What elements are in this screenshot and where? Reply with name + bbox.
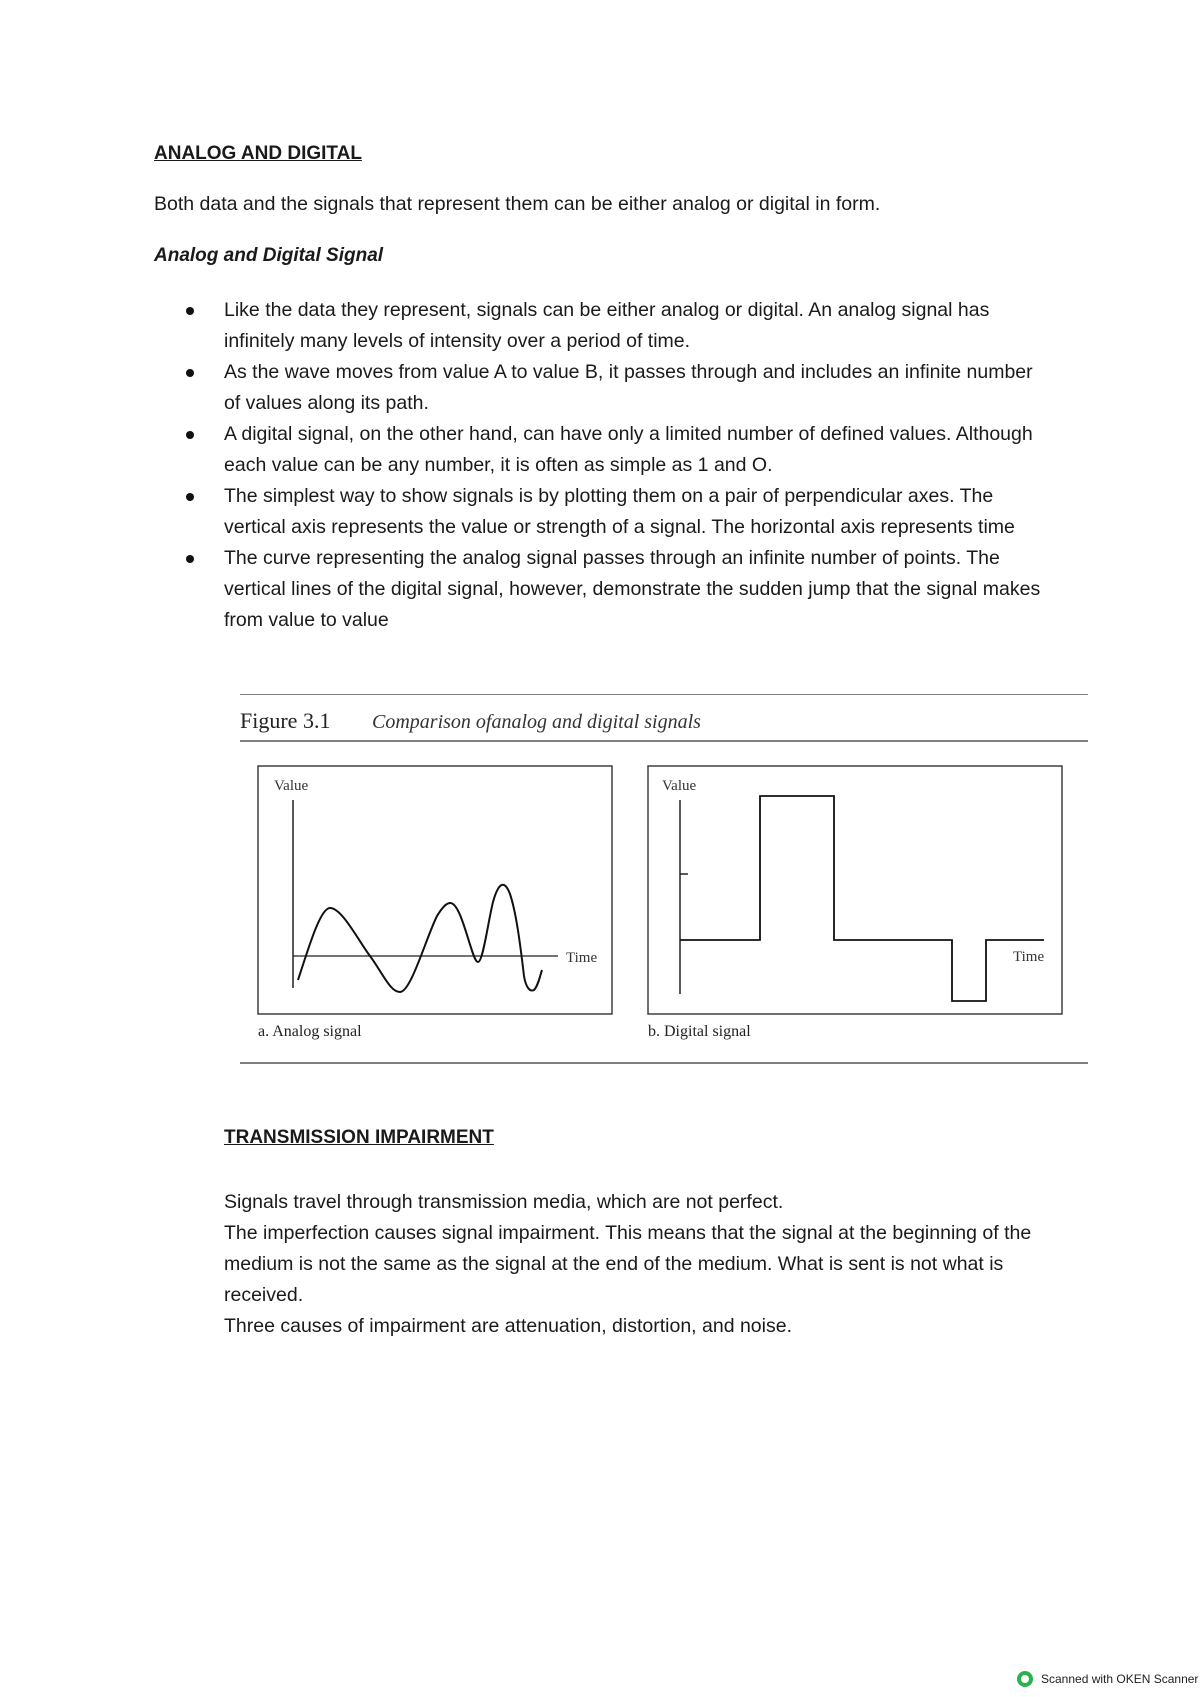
digital-y-label: Value	[662, 778, 697, 794]
analog-x-label: Time	[566, 950, 598, 966]
bullet-icon	[186, 555, 194, 563]
transmission-body	[224, 1187, 1084, 1342]
digital-x-label: Time	[1013, 949, 1045, 965]
bullet-icon	[186, 431, 194, 439]
list-item-text: Like the data they represent, signals can be either analog or digital. An analog signal has infinitely many levels of intensity over a period of time.	[224, 299, 990, 352]
list-item	[224, 295, 1054, 357]
list-item-text: The curve representing the analog signal passes through an infinite number of points. The vertical lines of the digital signal, however, demonstrate the sudden jump that the signal makes from value to value	[224, 547, 1041, 631]
list-item-text: As the wave moves from value A to value B, it passes through and includes an infinite number of values along its path.	[224, 361, 1033, 414]
figure-number: Figure 3.1	[240, 708, 331, 733]
bullet-icon	[186, 307, 194, 315]
digital-caption: b. Digital signal	[648, 1023, 751, 1040]
transmission-line: The imperfection causes signal impairment. This means that the signal at the beginning of the medium is not the same as the signal at the end of the medium. What is sent is not what is received.	[224, 1222, 1032, 1306]
list-item-text: The simplest way to show signals is by plotting them on a pair of perpendicular axes. The vertical axis represents the value or strength of a signal. The horizontal axis represents time	[224, 485, 1015, 538]
scanner-logo-icon	[1017, 1671, 1033, 1687]
section-heading: ANALOG AND DIGITAL	[154, 143, 362, 164]
subsection-heading: Analog and Digital Signal	[154, 245, 384, 266]
digital-panel-frame	[648, 766, 1062, 1014]
analog-caption: a. Analog signal	[258, 1023, 362, 1040]
digital-signal-square-wave	[680, 796, 1044, 1001]
list-item	[224, 357, 1054, 419]
scanner-text: Scanned with OKEN Scanner	[1041, 1672, 1199, 1686]
bullet-icon	[186, 369, 194, 377]
bullet-icon	[186, 493, 194, 501]
list-item-text: A digital signal, on the other hand, can have only a limited number of defined values. Although each value can be any number, it is often as simple as 1 and O.	[224, 423, 1033, 476]
transmission-line: Signals travel through transmission media, which are not perfect.	[224, 1191, 784, 1213]
transmission-line: Three causes of impairment are attenuation, distortion, and noise.	[224, 1315, 792, 1337]
analog-y-label: Value	[274, 778, 309, 794]
scanner-watermark	[1017, 1671, 1198, 1687]
figure-caption: Comparison ofanalog and digital signals	[372, 711, 701, 733]
list-item	[224, 481, 1054, 543]
figure-svg	[240, 694, 1088, 1074]
figure-3-1	[240, 694, 1088, 1074]
list-item	[224, 543, 1054, 636]
intro-paragraph: Both data and the signals that represent them can be either analog or digital in form.	[154, 193, 881, 215]
transmission-heading: TRANSMISSION IMPAIRMENT	[224, 1127, 494, 1148]
list-item	[224, 419, 1054, 481]
analog-signal-wave	[298, 885, 542, 992]
bullet-list	[224, 295, 1054, 636]
analog-panel-frame	[258, 766, 612, 1014]
